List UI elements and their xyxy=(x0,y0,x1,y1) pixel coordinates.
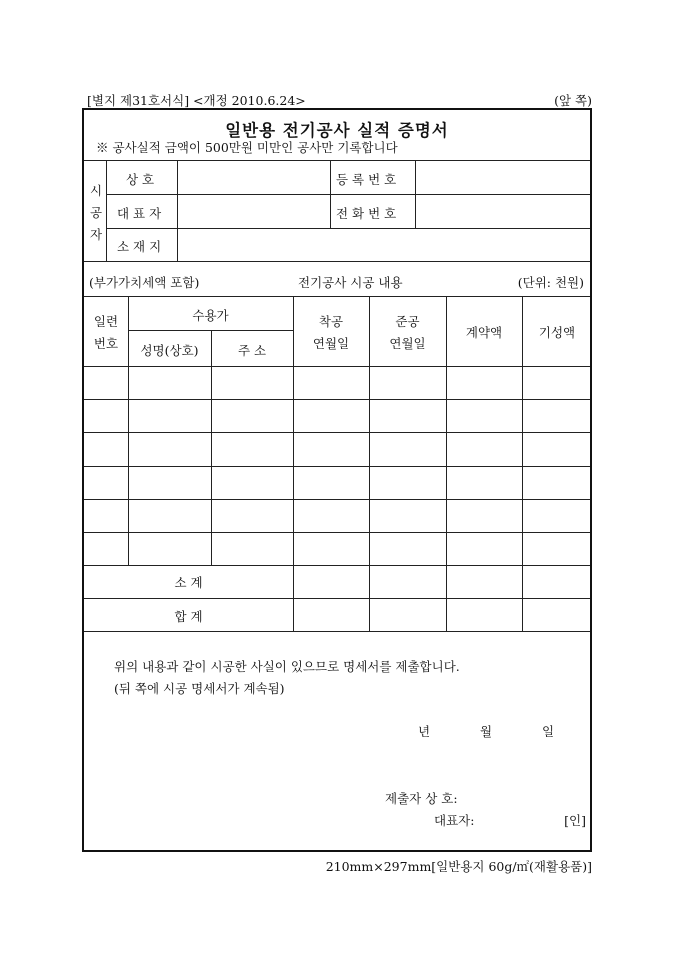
paper-spec: 210mm×297mm[일반용지 60g/㎡(재활용품)] xyxy=(325,859,592,874)
date-year-label: 년 xyxy=(418,724,431,739)
col-name-header: 성명(상호) xyxy=(140,343,199,358)
registration-number-label: 등 록 번 호 xyxy=(336,172,397,187)
contractor-group-char: 자 xyxy=(89,227,103,242)
declaration-line-1: 위의 내용과 같이 시공한 사실이 있으므로 명세서를 제출합니다. xyxy=(114,659,460,674)
col-paid-header: 기성액 xyxy=(538,325,576,340)
work-section-title: 전기공사 시공 내용 xyxy=(298,275,403,290)
col-address-header: 주 소 xyxy=(237,343,267,358)
vat-note: (부가가치세액 포함) xyxy=(89,275,200,290)
subtotal-label: 소 계 xyxy=(174,575,203,590)
seal-mark: [인] xyxy=(564,813,586,828)
declaration-line-2: (뒤 쪽에 시공 명세서가 계속됨) xyxy=(114,681,285,696)
col-finish-line: 연월일 xyxy=(389,336,426,351)
col-serial-line: 일련 xyxy=(93,314,119,329)
representative-label: 대 표 자 xyxy=(117,206,162,221)
unit-label: (단위: 천원) xyxy=(517,275,584,290)
form-note: ※ 공사실적 금액이 500만원 미만인 공사만 기록합니다 xyxy=(96,140,398,155)
col-serial-header xyxy=(84,311,128,355)
contractor-group-char: 공 xyxy=(89,205,103,220)
form-number: [별지 제31호서식] <개정 2010.6.24> xyxy=(87,93,306,108)
col-finish-header xyxy=(369,311,446,355)
col-start-line: 착공 xyxy=(318,314,344,329)
total-label: 합 계 xyxy=(174,609,203,624)
page-side: (앞 쪽) xyxy=(554,93,592,108)
certificate-form xyxy=(82,108,592,852)
col-start-line: 연월일 xyxy=(312,336,350,351)
submitter-representative-label: 대표자: xyxy=(434,813,475,828)
submitter-trade-name-label: 제출자 상 호: xyxy=(385,791,458,806)
contractor-group-label xyxy=(86,180,106,246)
col-serial-line: 번호 xyxy=(93,336,119,351)
col-contract-header: 계약액 xyxy=(465,325,503,340)
trade-name-label: 상 호 xyxy=(126,172,155,187)
address-label: 소 재 지 xyxy=(117,239,162,254)
date-month-label: 월 xyxy=(480,724,493,739)
col-start-header xyxy=(293,311,369,355)
col-finish-line: 준공 xyxy=(395,314,420,329)
date-day-label: 일 xyxy=(542,724,555,739)
contractor-group-char: 시 xyxy=(89,183,103,198)
col-customer-header: 수용가 xyxy=(192,308,229,323)
form-title: 일반용 전기공사 실적 증명서 xyxy=(225,121,449,140)
phone-number-label: 전 화 번 호 xyxy=(336,206,397,221)
